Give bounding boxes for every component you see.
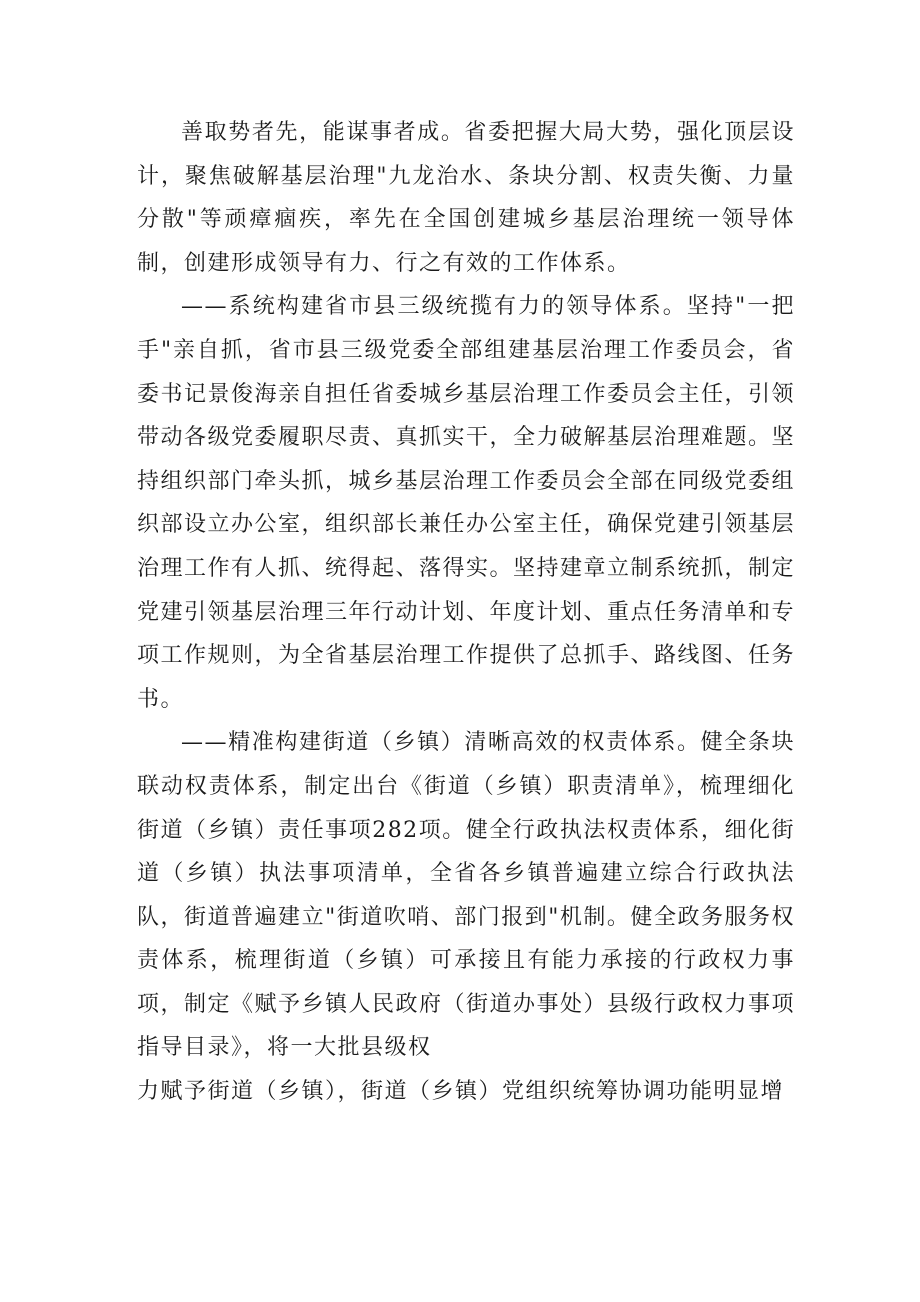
- paragraph-intro: 善取势者先，能谋事者成。省委把握大局大势，强化顶层设计，聚焦破解基层治理"九龙治水、条块分割、权责失衡、力量分散"等顽瘴痼疾，率先在全国创建城乡基层治理统一领导体制，创建形成领导有力、行之有效的工作体系。: [137, 120, 795, 276]
- paragraph-leadership-system: ——系统构建省市县三级统揽有力的领导体系。坚持"一把手"亲自抓，省市县三级党委全部组建基层治理工作委员会，省委书记景俊海亲自担任省委城乡基层治理工作委员会主任，引领带动各级党委履职尽责、真抓实干，全力破解基层治理难题。坚持组织部门牵头抓，城乡基层治理工作委员会全部在同级党委组织部设立办公室，组织部长兼任办公室主任，确保党建引领基层治理工作有人抓、统得起、落得实。坚持建章立制系统抓，制定党建引领基层治理三年行动计划、年度计划、重点任务清单和专项工作规则，为全省基层治理工作提供了总抓手、路线图、任务书。: [137, 294, 796, 712]
- paragraph-responsibility-system: ——精准构建街道（乡镇）清晰高效的权责体系。健全条块联动权责体系，制定出台《街道（乡镇）职责清单》，梳理细化街道（乡镇）责任事项282项。健全行政执法权责体系，细化街道（乡镇）执法事项清单，全省各乡镇普遍建立综合行政执法队，街道普遍建立"街道吹哨、部门报到"机制。健全政务服务权责体系，梳理街道（乡镇）可承接且有能力承接的行政权力事项，制定《赋予乡镇人民政府（街道办事处）县级行政权力事项指导目录》，将一大批县级权: [137, 730, 796, 1061]
- paragraph-continuation-line: 力赋予街道（乡镇），街道（乡镇）党组织统筹协调功能明显增: [137, 1079, 785, 1105]
- document-body: [137, 111, 795, 1114]
